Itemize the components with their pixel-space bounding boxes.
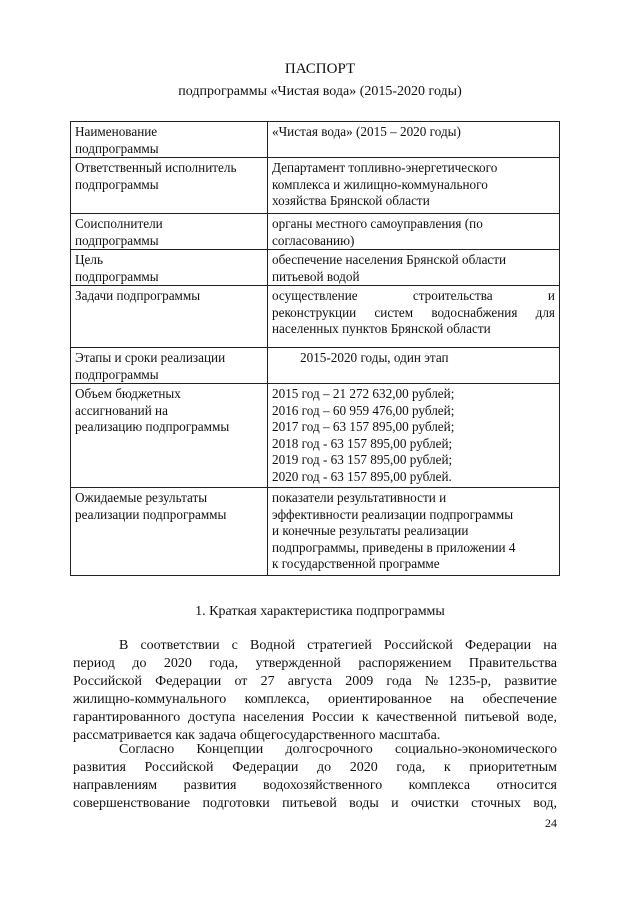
value-line: 2018 год - 63 157 895,00 рублей; xyxy=(272,435,453,451)
page-number: 24 xyxy=(545,816,557,830)
value-line: к государственной программе xyxy=(272,556,440,571)
passport-row-label xyxy=(71,158,268,214)
document-title: ПАСПОРТ xyxy=(284,61,356,77)
value-line: 2019 год - 63 157 895,00 рублей; xyxy=(272,452,453,467)
label-line: Ответственный исполнитель xyxy=(75,160,237,175)
paragraph-line: совершенствование подготовки питьевой воды и очистки сточных вод, xyxy=(73,796,557,811)
value-line: и конечные результаты реализации xyxy=(272,523,469,538)
value-line: осуществление строительства и xyxy=(272,288,555,303)
passport-row-value xyxy=(268,158,560,214)
label-line: подпрограммы xyxy=(75,140,159,156)
passport-row-value xyxy=(268,250,560,286)
passport-row-label xyxy=(71,250,268,286)
paragraph-1 xyxy=(73,637,557,745)
paragraph-line: гарантированного доступа населения России к качественной питьевой воде, xyxy=(73,710,557,725)
label-line: Цель xyxy=(75,252,103,267)
value-line: органы местного самоуправления (по xyxy=(272,216,483,231)
paragraph-line: развития Российской Федерации до 2020 года, к приоритетным xyxy=(73,760,557,775)
passport-row-label xyxy=(71,348,268,384)
label-line: реализации подпрограммы xyxy=(75,506,227,522)
value-line: хозяйства Брянской области xyxy=(272,193,430,208)
value-line: Департамент топливно-энергетического xyxy=(272,160,498,175)
label-line: Этапы и сроки реализации xyxy=(75,350,226,365)
value-line: подпрограммы, приведены в приложении 4 xyxy=(272,539,516,555)
passport-row xyxy=(71,384,560,488)
passport-row xyxy=(71,286,560,348)
value-line: «Чистая вода» (2015 – 2020 годы) xyxy=(272,124,461,139)
label-line: Задачи подпрограммы xyxy=(75,288,201,303)
label-line: Наименование xyxy=(75,124,158,139)
value-line: 2020 год - 63 157 895,00 рублей. xyxy=(272,468,452,484)
passport-row-value xyxy=(268,488,560,576)
value-line: обеспечение населения Брянской области xyxy=(272,252,507,267)
paragraph-line: Российской Федерации от 27 августа 2009 года №1235-р, развитие xyxy=(73,674,557,689)
label-line: реализацию подпрограммы xyxy=(75,419,230,434)
label-line: подпрограммы xyxy=(75,366,159,382)
label-line: Объем бюджетных xyxy=(75,386,181,401)
paragraph-line: В соответствии с Водной стратегией Российской Федерации на xyxy=(119,638,557,653)
passport-row-label xyxy=(71,384,268,488)
section-title: 1. Краткая характеристика подпрограммы xyxy=(195,604,445,619)
value-line: 2015-2020 годы, один этап xyxy=(300,350,449,365)
paragraph-line: период до 2020 года, утвержденной распоряжением Правительства xyxy=(73,656,557,671)
value-line: питьевой водой xyxy=(272,268,360,284)
label-line: подпрограммы xyxy=(75,176,159,192)
label-line: Соисполнители xyxy=(75,216,163,231)
passport-row-value xyxy=(268,286,560,348)
value-line: 2015 год – 21 272 632,00 рублей; xyxy=(272,386,455,401)
paragraph-line: Согласно Концепции долгосрочного социально-экономического xyxy=(119,742,557,757)
paragraph-line: рассматривается как задача общегосударственного масштаба. xyxy=(73,728,441,743)
passport-row-label xyxy=(71,488,268,576)
passport-row xyxy=(71,158,560,214)
label-line: Ожидаемые результаты xyxy=(75,490,208,505)
passport-row-label xyxy=(71,122,268,158)
passport-table xyxy=(70,121,560,576)
paragraph-line: направлениям развития водохозяйственного комплекса относится xyxy=(73,778,557,793)
value-line: 2017 год – 63 157 895,00 рублей; xyxy=(272,419,455,434)
passport-row xyxy=(71,214,560,250)
passport-row xyxy=(71,250,560,286)
value-line: эффективности реализации подпрограммы xyxy=(272,506,514,522)
label-line: подпрограммы xyxy=(75,232,159,248)
document-subtitle: подпрограммы «Чистая вода» (2015-2020 годы) xyxy=(178,84,462,99)
value-line: согласованию) xyxy=(272,232,355,248)
passport-row-label xyxy=(71,214,268,250)
passport-row xyxy=(71,122,560,158)
value-line: реконструкции систем водоснабжения для xyxy=(272,304,555,320)
passport-row-label xyxy=(71,286,268,348)
value-line: 2016 год – 60 959 476,00 рублей; xyxy=(272,402,455,418)
passport-row-value xyxy=(268,384,560,488)
value-line: показатели результативности и xyxy=(272,490,447,505)
paragraph-line: жилищно-коммунального комплекса, ориентированное на обеспечение xyxy=(73,692,557,707)
value-line: населенных пунктов Брянской области xyxy=(272,321,491,336)
value-line: комплекса и жилищно-коммунального xyxy=(272,176,488,192)
passport-row-value xyxy=(268,122,560,158)
label-line: ассигнований на xyxy=(75,402,168,418)
passport-row-value xyxy=(268,348,560,384)
label-line: подпрограммы xyxy=(75,268,159,284)
passport-row xyxy=(71,348,560,384)
passport-row-value xyxy=(268,214,560,250)
paragraph-2 xyxy=(73,741,557,813)
passport-row xyxy=(71,488,560,576)
